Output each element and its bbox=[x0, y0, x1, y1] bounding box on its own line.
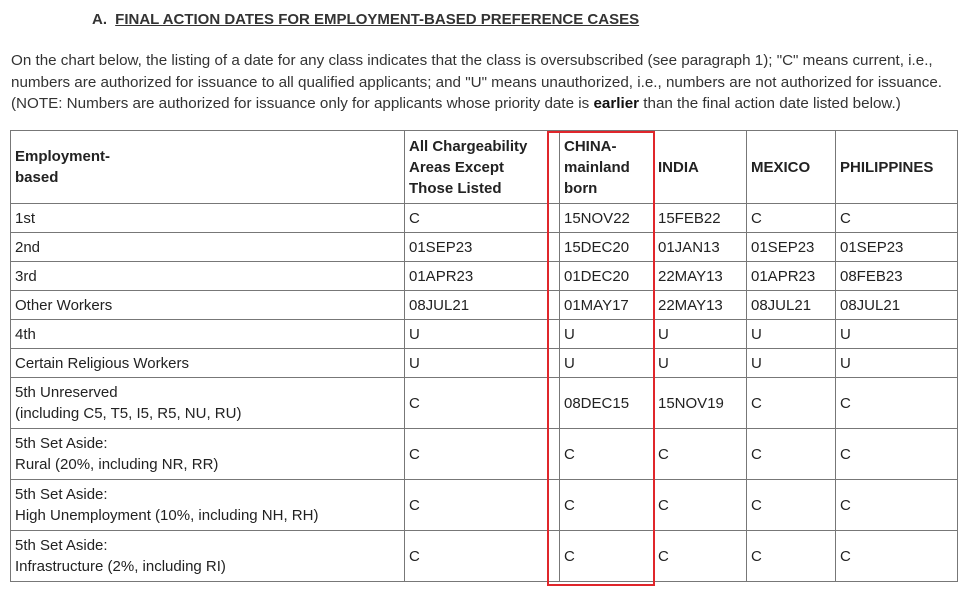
cell-philippines: U bbox=[836, 349, 958, 378]
cell-mexico: 01APR23 bbox=[747, 262, 836, 291]
header-line: PHILIPPINES bbox=[840, 158, 934, 176]
cell-mexico: 08JUL21 bbox=[747, 291, 836, 320]
row-category bbox=[11, 349, 405, 378]
table-row bbox=[11, 262, 958, 291]
table-row bbox=[11, 531, 958, 582]
table-row bbox=[11, 349, 958, 378]
cell-china: C bbox=[560, 480, 654, 531]
intro-paragraph bbox=[11, 50, 961, 115]
table-row bbox=[11, 320, 958, 349]
cell-india: U bbox=[654, 320, 747, 349]
cell-all-chargeability: U bbox=[405, 320, 560, 349]
header-line: All Chargeability bbox=[409, 137, 528, 155]
cell-all-chargeability: C bbox=[405, 480, 560, 531]
cell-china: 15NOV22 bbox=[560, 204, 654, 233]
cell-philippines: C bbox=[836, 204, 958, 233]
cell-philippines: C bbox=[836, 429, 958, 480]
row-category bbox=[11, 204, 405, 233]
section-letter: A. bbox=[92, 11, 107, 28]
row-category bbox=[11, 291, 405, 320]
cell-china: 08DEC15 bbox=[560, 378, 654, 429]
category-line: 5th Set Aside: bbox=[15, 486, 108, 503]
header-india bbox=[654, 131, 747, 204]
table-row bbox=[11, 378, 958, 429]
category-line: 5th Set Aside: bbox=[15, 537, 108, 554]
cell-mexico: U bbox=[747, 320, 836, 349]
header-line: Those Listed bbox=[409, 179, 502, 197]
header-line: MEXICO bbox=[751, 158, 811, 176]
cell-mexico: C bbox=[747, 531, 836, 582]
cell-india: C bbox=[654, 531, 747, 582]
cell-india: C bbox=[654, 429, 747, 480]
category-line: Infrastructure (2%, including RI) bbox=[15, 558, 226, 575]
cell-all-chargeability: 01SEP23 bbox=[405, 233, 560, 262]
cell-all-chargeability: C bbox=[405, 378, 560, 429]
category-line: Certain Religious Workers bbox=[15, 354, 189, 372]
cell-philippines: C bbox=[836, 531, 958, 582]
header-line: INDIA bbox=[658, 158, 699, 176]
cell-china: U bbox=[560, 349, 654, 378]
table-header-row bbox=[11, 131, 958, 204]
category-line: 1st bbox=[15, 209, 36, 227]
table-row bbox=[11, 204, 958, 233]
table-row bbox=[11, 429, 958, 480]
cell-all-chargeability: C bbox=[405, 531, 560, 582]
cell-philippines: 08FEB23 bbox=[836, 262, 958, 291]
cell-india: U bbox=[654, 349, 747, 378]
cell-china: 01MAY17 bbox=[560, 291, 654, 320]
cell-philippines: C bbox=[836, 378, 958, 429]
category-line: Other Workers bbox=[15, 296, 113, 314]
category-line: 5th Unreserved bbox=[15, 384, 118, 401]
table-row bbox=[11, 480, 958, 531]
cell-mexico: 01SEP23 bbox=[747, 233, 836, 262]
row-category bbox=[11, 233, 405, 262]
header-line: Employment- bbox=[15, 148, 111, 165]
cell-india: C bbox=[654, 480, 747, 531]
header-mexico bbox=[747, 131, 836, 204]
header-line: based bbox=[15, 169, 59, 186]
cell-india: 15NOV19 bbox=[654, 378, 747, 429]
cell-philippines: 08JUL21 bbox=[836, 291, 958, 320]
intro-bold-text: earlier bbox=[593, 95, 640, 112]
category-line: 2nd bbox=[15, 238, 41, 256]
row-category bbox=[11, 262, 405, 291]
table-row bbox=[11, 291, 958, 320]
category-line: High Unemployment (10%, including NH, RH) bbox=[15, 507, 319, 524]
cell-mexico: C bbox=[747, 378, 836, 429]
row-category bbox=[11, 480, 405, 531]
row-category bbox=[11, 320, 405, 349]
cell-mexico: C bbox=[747, 204, 836, 233]
section-title: FINAL ACTION DATES FOR EMPLOYMENT-BASED PREFERENCE CASES bbox=[115, 11, 640, 28]
cell-all-chargeability: U bbox=[405, 349, 560, 378]
cell-mexico: C bbox=[747, 480, 836, 531]
cell-all-chargeability: 08JUL21 bbox=[405, 291, 560, 320]
intro-text-after: than the final action date listed below.) bbox=[639, 95, 901, 112]
cell-all-chargeability: C bbox=[405, 429, 560, 480]
cell-india: 15FEB22 bbox=[654, 204, 747, 233]
intro-text-before: On the chart below, the listing of a date for any class indicates that the class is oversubscribed (see paragraph 1); "C" means current, i.e., numbers are authorized for issuance to all qualified applicants; and "U" means unauthorized, i.e., numbers are not authorized for issuance. (NOTE: Numbers are authorized for issuance only for applicants whose priority date is bbox=[11, 52, 942, 112]
cell-philippines: C bbox=[836, 480, 958, 531]
header-line: Areas Except bbox=[409, 158, 505, 176]
cell-all-chargeability: C bbox=[405, 204, 560, 233]
cell-mexico: U bbox=[747, 349, 836, 378]
category-line: 4th bbox=[15, 325, 36, 343]
cell-philippines: U bbox=[836, 320, 958, 349]
category-line: (including C5, T5, I5, R5, NU, RU) bbox=[15, 405, 242, 422]
final-action-dates-table bbox=[10, 130, 958, 582]
cell-china: 01DEC20 bbox=[560, 262, 654, 291]
row-category bbox=[11, 531, 405, 582]
table-row bbox=[11, 233, 958, 262]
header-line: born bbox=[564, 179, 598, 197]
header-philippines bbox=[836, 131, 958, 204]
cell-india: 22MAY13 bbox=[654, 262, 747, 291]
cell-india: 22MAY13 bbox=[654, 291, 747, 320]
category-line: Rural (20%, including NR, RR) bbox=[15, 456, 219, 473]
section-heading bbox=[92, 11, 639, 28]
cell-india: 01JAN13 bbox=[654, 233, 747, 262]
cell-philippines: 01SEP23 bbox=[836, 233, 958, 262]
cell-china: C bbox=[560, 531, 654, 582]
header-line: mainland bbox=[564, 158, 630, 176]
cell-china: U bbox=[560, 320, 654, 349]
category-line: 5th Set Aside: bbox=[15, 435, 108, 452]
cell-china: 15DEC20 bbox=[560, 233, 654, 262]
header-line: CHINA- bbox=[564, 137, 617, 155]
category-line: 3rd bbox=[15, 267, 37, 285]
header-all-chargeability bbox=[405, 131, 560, 204]
header-employment-based bbox=[11, 131, 405, 204]
cell-china: C bbox=[560, 429, 654, 480]
cell-all-chargeability: 01APR23 bbox=[405, 262, 560, 291]
header-china bbox=[560, 131, 654, 204]
row-category bbox=[11, 378, 405, 429]
row-category bbox=[11, 429, 405, 480]
cell-mexico: C bbox=[747, 429, 836, 480]
